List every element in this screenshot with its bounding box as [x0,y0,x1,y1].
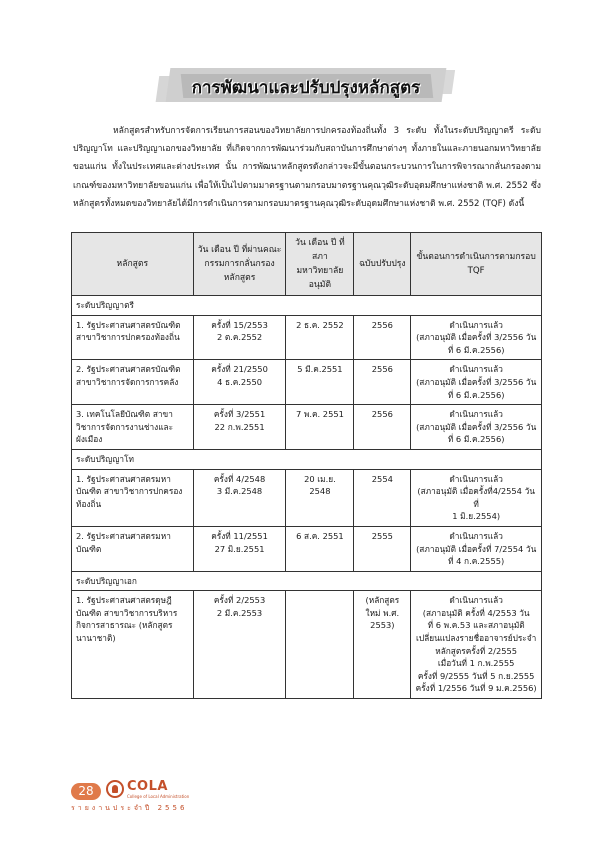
cell-council [286,405,354,450]
cell-tqf-line: (สภาอนุมัติ เมื่อครั้งที่ 3/2556 วัน [416,376,537,387]
cell-tqf-line: ที่ 6 มี.ค.2556) [447,389,505,400]
table-row [72,526,542,571]
cell-committee-line: ครั้งที่ 3/2551 [213,409,266,420]
table-row [72,360,542,405]
cell-tqf-line: ที่ 4 ก.ค.2555) [448,556,505,567]
cell-program: 1. รัฐประศาสนศาสตรดุษฎีบัณฑิต สาขาวิชาการบริหารกิจการสาธารณะ (หลักสูตรนานาชาติ) [72,591,194,699]
cell-tqf-line: (สภาอนุมัติ เมื่อครั้งที่ 7/2554 วัน [416,543,537,554]
section-label: ระดับปริญญาเอก [72,571,542,591]
cell-tqf-line: ดำเนินการแล้ว [449,473,503,484]
cell-committee [193,405,286,450]
cell-council-line: 2 ธ.ค. 2552 [296,319,344,330]
cell-committee-line: ครั้งที่ 21/2550 [211,364,268,375]
cell-council [286,315,354,360]
cell-council-line: 7 พ.ค. 2551 [295,409,344,420]
cell-version-line: 2553) [370,620,395,631]
cola-logo-text: COLA [127,779,168,794]
cell-version-line: 2556 [371,364,393,375]
section-label: ระดับปริญญาโท [72,449,542,469]
header-council: วัน เดือน ปี ที่สภามหาวิทยาลัยอนุมัติ [286,233,354,296]
cell-tqf [411,360,542,405]
cell-tqf-line: หลักสูตรครั้งที่ 2/2555 [435,645,518,656]
cell-version [354,315,411,360]
cell-council-line: 5 มี.ค.2551 [297,364,343,375]
cell-program: 1. รัฐประศาสนศาสตรบัณฑิต สาขาวิชาการปกครองท้องถิ่น [72,315,194,360]
cell-tqf-line: ดำเนินการแล้ว [449,595,503,606]
cell-council [286,360,354,405]
cell-tqf-line: (สภาอนุมัติ เมื่อครั้งที่4/2554 วันที่ [417,486,535,509]
header-tqf: ขั้นตอนการดำเนินการตามกรอบ TQF [411,233,542,296]
cell-tqf-line: ดำเนินการแล้ว [449,409,503,420]
cell-program: 3. เทคโนโลยีบัณฑิต สาขาวิชาการจัดการงานช่างและผังเมือง [72,405,194,450]
table-section-row [72,296,542,316]
cell-committee [193,315,286,360]
table-row [72,315,542,360]
cell-tqf-line: ดำเนินการแล้ว [449,364,503,375]
cell-council-line: 2548 [309,486,331,497]
intro-paragraph [73,122,541,213]
header-version: ฉบับปรับปรุง [354,233,411,296]
cell-committee-line: 3 มี.ค.2548 [216,486,263,497]
cell-program: 1. รัฐประศาสนศาสตรมหาบัณฑิต สาขาวิชาการปกครองท้องถิ่น [72,469,194,526]
cola-logo-icon [106,780,124,798]
cell-version-line: ใหม่ พ.ศ. [365,607,400,618]
curriculum-table [71,232,542,699]
cell-tqf [411,591,542,699]
cell-committee [193,360,286,405]
cell-committee-line: 22 ก.พ.2551 [214,421,265,432]
cell-tqf [411,526,542,571]
cell-committee [193,526,286,571]
cell-program: 2. รัฐประศาสนศาสตรมหาบัณฑิต [72,526,194,571]
cell-program: 2. รัฐประศาสนศาสตรบัณฑิต สาขาวิชาการจัดการการคลัง [72,360,194,405]
cell-version-line: 2556 [371,319,393,330]
cola-logo-subtext: College of Local Administration [127,794,190,799]
cell-committee-line: ครั้งที่ 4/2548 [213,473,266,484]
page-title: การพัฒนาและปรับปรุงหลักสูตร [191,78,421,98]
table-row [72,405,542,450]
cell-version-line: (หลักสูตร [365,595,400,606]
cell-version [354,469,411,526]
cell-tqf-line: ดำเนินการแล้ว [449,319,503,330]
cell-council [286,591,354,699]
cell-tqf-line: เปลี่ยนแปลงรายชื่ออาจารย์ประจำ [416,633,537,644]
cell-committee-line: 2 มี.ค.2553 [216,607,263,618]
table-section-row [72,449,542,469]
section-label: ระดับปริญญาตรี [72,296,542,316]
cell-tqf-line: ที่ 6 มี.ค.2556) [447,434,505,445]
cell-tqf-line: ครั้งที่ 1/2556 วันที่ 9 ม.ค.2556) [415,683,537,694]
cell-tqf-line: (สภาอนุมัติ เมื่อครั้งที่ 3/2556 วัน [416,332,537,343]
cell-committee [193,469,286,526]
cell-version [354,360,411,405]
cell-council [286,526,354,571]
cell-tqf-line: ดำเนินการแล้ว [449,530,503,541]
cell-version-line: 2555 [371,530,393,541]
cell-committee-line: 4 ธ.ค.2550 [217,376,263,387]
table-row [72,591,542,699]
cell-version-line: 2554 [371,473,393,484]
table-header-row [72,233,542,296]
cell-version [354,526,411,571]
cell-council-line: 6 ส.ค. 2551 [296,530,344,541]
cell-tqf [411,405,542,450]
cell-council-line: 20 เม.ย. [304,473,336,484]
cell-version [354,405,411,450]
cell-committee-line: ครั้งที่ 2/2553 [213,595,266,606]
cell-tqf-line: เมื่อวันที่ 1 ก.พ.2555 [437,658,515,669]
header-committee: วัน เดือน ปี ที่ผ่านคณะกรรมการกลั่นกรองหลักสูตร [193,233,286,296]
intro-text: หลักสูตรสำหรับการจัดการเรียนการสอนของวิทยาลัยการปกครองท้องถิ่นทั้ง 3 ระดับ ทั้งในระดับปริญญาตรี ระดับปริญญาโท และปริญญาเอกของวิทยาลัย ที่เกิดจากการพัฒนาร่วมกับสถาบันการศึกษาต่างๆ ทั้งภายในและภายนอกมหาวิทยาลัยขอนแก่น ทั้งในประเทศและต่างประเทศ นั้น การพัฒนาหลักสูตรดังกล่าวจะมีขั้นตอนกระบวนการในการพิจารณากลั่นกรองตามเกณฑ์ของมหาวิทยาลัยขอนแก่น เพื่อให้เป็นไปตามมาตรฐานตามกรอบมาตรฐานคุณวุฒิระดับอุดมศึกษาแห่งชาติ พ.ศ. 2552 ซึ่งหลักสูตรทั้งหมดของวิทยาลัยได้มีการดำเนินการตามกรอบมาตรฐานคุณวุฒิระดับอุดมศึกษาแห่งชาติ พ.ศ. 2552 (TQF) ดังนี้ [73,126,541,209]
header-program: หลักสูตร [72,233,194,296]
table-row [72,469,542,526]
cell-tqf-line: ที่ 6 พ.ค.53 และสภาอนุมัติ [427,620,525,631]
cell-committee [193,591,286,699]
cell-tqf-line: (สภาอนุมัติ ครั้งที่ 4/2553 วัน [422,607,530,618]
cell-tqf-line: (สภาอนุมัติ เมื่อครั้งที่ 3/2556 วัน [416,421,537,432]
cell-tqf-line: ครั้งที่ 9/2555 วันที่ 5 ก.ย.2555 [417,670,535,681]
cell-version [354,591,411,699]
cell-tqf [411,469,542,526]
annual-report-label: รายงานประจำปี 2556 [71,804,188,812]
cell-committee-line: 2 ต.ค.2552 [216,332,263,343]
cell-council [286,469,354,526]
cell-tqf-line: 1 มิ.ย.2554) [452,511,501,522]
table-section-row [72,571,542,591]
cell-tqf [411,315,542,360]
cell-committee-line: ครั้งที่ 11/2551 [211,530,268,541]
cell-version-line: 2556 [371,409,393,420]
page-number: 28 [71,783,101,800]
cell-committee-line: ครั้งที่ 15/2553 [211,319,268,330]
cell-tqf-line: ที่ 6 มี.ค.2556) [447,344,505,355]
cell-committee-line: 27 มิ.ย.2551 [214,543,265,554]
